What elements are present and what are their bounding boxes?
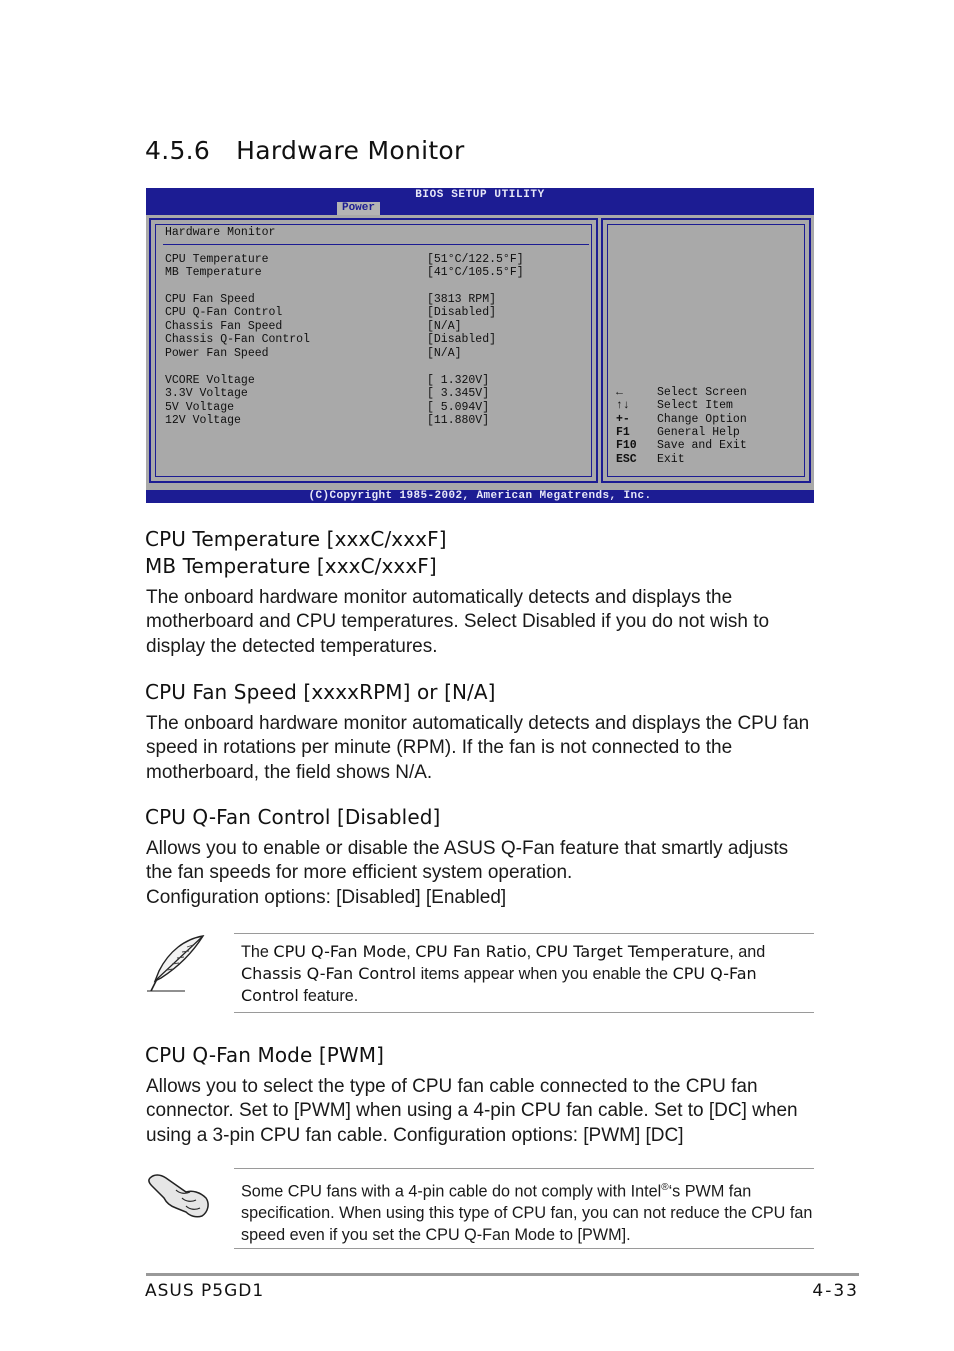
setting-value: [Disabled] [427, 306, 497, 319]
key-label: ESC [616, 453, 637, 466]
setting-label: CPU Temperature [165, 253, 269, 266]
bios-tab-power[interactable]: Power [337, 202, 380, 215]
footer-page-number: 4-33 [812, 1281, 859, 1301]
setting-vcore-voltage[interactable] [165, 374, 585, 388]
setting-label: Chassis Fan Speed [165, 320, 283, 333]
bios-copyright: (C)Copyright 1985-2002, American Megatrends, Inc. [146, 490, 814, 503]
footer-rule [146, 1273, 859, 1276]
key-help-select-screen: ← Select Screen [616, 386, 747, 399]
key-help-general-help: F1 General Help [616, 426, 740, 439]
setting-cpu-fan-speed[interactable] [165, 293, 585, 307]
setting-power-fan-speed[interactable] [165, 347, 585, 361]
key-help-change-option: +- Change Option [616, 413, 747, 426]
key-label: F1 [616, 426, 630, 439]
setting-label: 5V Voltage [165, 401, 235, 414]
note-qfan-items: The CPU Q-Fan Mode, CPU Fan Ratio, CPU Target Temperature, and Chassis Q-Fan Control items appear when you enable the CPU Q-Fan Control feature. [241, 942, 766, 1005]
setting-value: [41°C/105.5°F] [427, 266, 524, 279]
qfan-mode-description: Allows you to select the type of CPU fan cable connected to the CPU fan connector. Set to [PWM] when using a 4-pin CPU fan cable. Set to [DC] when using a 3-pin CPU fan cable. Configuration options: [PWM] [DC] [146, 1076, 798, 1146]
heading-cpu-fan-speed: CPU Fan Speed [xxxxRPM] or [N/A] [145, 680, 496, 704]
setting-3v3-voltage[interactable] [165, 387, 585, 401]
setting-chassis-qfan-control[interactable] [165, 333, 585, 347]
panel-heading: Hardware Monitor [165, 226, 276, 239]
footer-product-name: ASUS P5GD1 [145, 1281, 265, 1301]
setting-cpu-temperature[interactable] [165, 253, 585, 267]
arrow-left-icon: ← [616, 386, 623, 399]
pointing-hand-icon [146, 1168, 212, 1222]
key-label: F10 [616, 439, 637, 452]
heading-cpu-temperature: CPU Temperature [xxxC/xxxF] [145, 527, 447, 551]
setting-value: [51°C/122.5°F] [427, 253, 524, 266]
setting-value: [11.880V] [427, 414, 490, 427]
bios-header [146, 188, 814, 215]
setting-label: Power Fan Speed [165, 347, 269, 360]
setting-value: [ 1.320V] [427, 374, 490, 387]
setting-12v-voltage[interactable] [165, 414, 585, 428]
note-bottom-rule [234, 1248, 814, 1249]
setting-label: VCORE Voltage [165, 374, 255, 387]
setting-value: [ 5.094V] [427, 401, 490, 414]
temperature-description: The onboard hardware monitor automatically detects and displays the motherboard and CPU temperatures. Select Disabled if you do not wish to display the detected temperatures. [146, 587, 770, 657]
note-top-rule [234, 933, 814, 934]
setting-chassis-fan-speed[interactable] [165, 320, 585, 334]
setting-cpu-qfan-control[interactable] [165, 306, 585, 320]
setting-label: MB Temperature [165, 266, 262, 279]
setting-value: [Disabled] [427, 333, 497, 346]
setting-value: [3813 RPM] [427, 293, 497, 306]
fan-speed-description: The onboard hardware monitor automatically detects and displays the CPU fan speed in rotations per minute (RPM). If the fan is not connected to the motherboard, the field shows N/A. [146, 713, 810, 783]
setting-label: 12V Voltage [165, 414, 241, 427]
key-help-exit: ESC Exit [616, 453, 685, 466]
setting-mb-temperature[interactable] [165, 266, 585, 280]
setting-label: Chassis Q-Fan Control [165, 333, 310, 346]
heading-cpu-qfan-mode: CPU Q-Fan Mode [PWM] [145, 1043, 385, 1067]
note-bottom-rule [234, 1012, 814, 1013]
heading-cpu-qfan-control: CPU Q-Fan Control [Disabled] [145, 805, 441, 829]
setting-value: [N/A] [427, 320, 462, 333]
setting-value: [N/A] [427, 347, 462, 360]
setting-label: 3.3V Voltage [165, 387, 248, 400]
section-title [145, 136, 465, 165]
note-pwm-fan-warning: Some CPU fans with a 4-pin cable do not comply with Intel®‘s PWM fan specification. When using this type of CPU fan, you can not reduce the CPU fan speed even if you set the CPU Q-Fan Mode to [PWM]. [241, 1182, 813, 1245]
key-label: +- [616, 413, 630, 426]
setting-5v-voltage[interactable] [165, 401, 585, 415]
setting-value: [ 3.345V] [427, 387, 490, 400]
qfan-control-description: Allows you to enable or disable the ASUS Q-Fan feature that smartly adjusts the fan speeds for more efficient system operation. Configuration options: [Disabled] [Enabled] [146, 838, 789, 908]
setting-label: CPU Q-Fan Control [165, 306, 283, 319]
heading-mb-temperature: MB Temperature [xxxC/xxxF] [145, 554, 437, 578]
key-help-save-exit: F10 Save and Exit [616, 439, 747, 452]
setting-label: CPU Fan Speed [165, 293, 255, 306]
key-help-select-item: ↑↓ Select Item [616, 399, 733, 412]
bios-title: BIOS SETUP UTILITY [415, 189, 545, 201]
section-title-text: Hardware Monitor [236, 136, 465, 165]
bios-screenshot [146, 188, 814, 503]
panel-divider [163, 244, 589, 245]
arrow-up-down-icon: ↑↓ [616, 399, 630, 412]
section-number: 4.5.6 [145, 136, 211, 165]
note-top-rule [234, 1168, 814, 1169]
feather-pen-icon [145, 933, 207, 995]
